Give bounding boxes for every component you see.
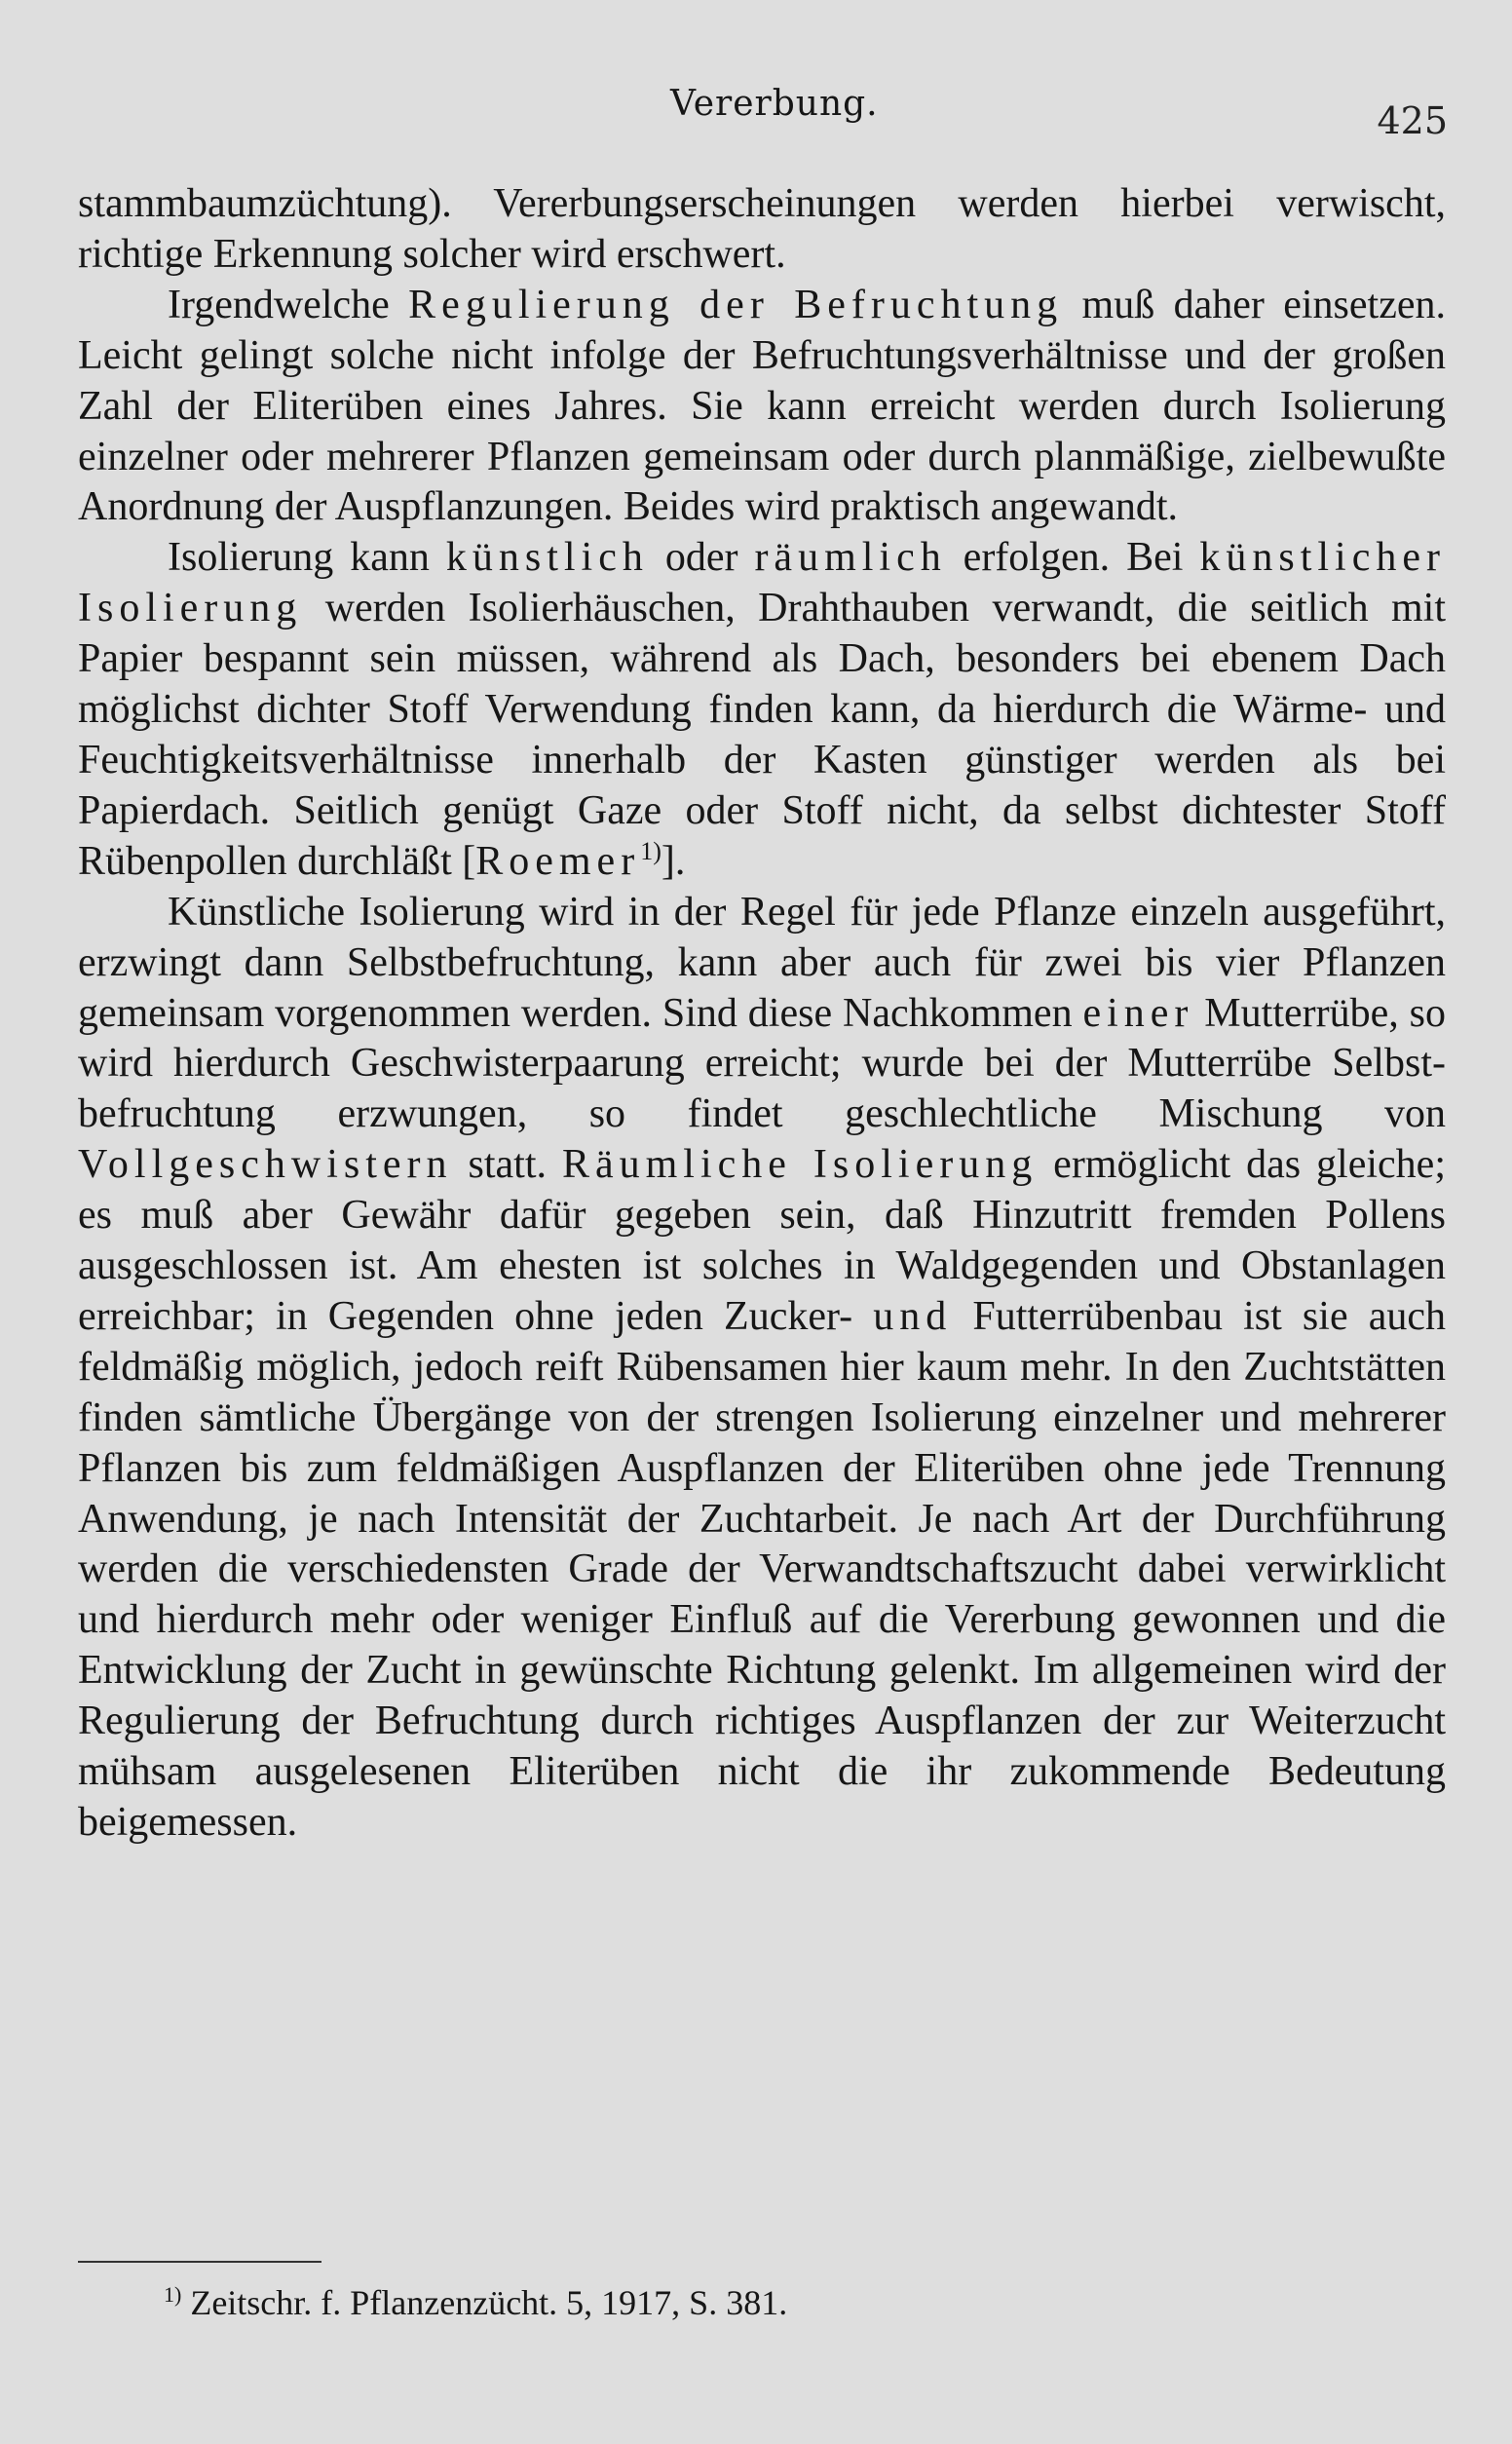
page-header — [0, 80, 1512, 142]
emphasis-kuenstliche-isolierung: künstlicher Isolierung — [78, 535, 1446, 631]
paragraph-3: Isolierung kann künstlich oder räumlich erfolgen. Bei künstlicher Isolierung werden Isolierhäuschen, Drahthauben verwandt, die seitlich mit Papier bespannt sein müssen, während als Dach, besonders bei ebenem Dach möglichst dichter Stoff Verwendung finden kann, da hierdurch die Wärme- und Feuchtigkeitsverhältnisse innerhalb der Kasten günstiger werden als bei Papierdach. Seitlich genügt Gaze oder Stoff nicht, da selbst dichtester Stoff Rübenpollen durchläßt [Roemer$^{1)}$]. — [78, 535, 1446, 884]
page-number: 425 — [1377, 99, 1448, 142]
paragraph-2: Irgendwelche Regulierung der Befruchtung muß daher einsetzen. Leicht gelingt solche nicht infolge der Befruchtungsverhältnisse und der großen Zahl der Eliterüben eines Jahres. Sie kann erreicht werden durch Isolierung einzelner oder mehrerer Pflanzen gemeinsam oder durch planmäßige, zielbewußte Anordnung der Auspflanzungen. Beides wird praktisch angewandt. — [78, 282, 1446, 530]
paragraph-4: Künstliche Isolierung wird in der Regel für jede Pflanze einzeln ausgeführt, erzwingt dann Selbstbefruchtung, kann aber auch für zwei bis vier Pflanzen gemeinsam vorgenommen werden. Sind diese Nachkommen einer Mutterrübe, so wird hierdurch Geschwisterpaarung erreicht; wurde bei der Mutterrübe Selbstbefruchtung erzwungen, so findet geschlechtliche Mischung von Vollgeschwistern statt. Räumliche Isolierung ermöglicht das gleiche; es muß aber Gewähr dafür gegeben sein, daß Hinzutritt fremden Pollens ausgeschlossen ist. Am ehesten ist solches in Waldgegenden und Obstanlagen erreichbar; in Gegenden ohne jeden Zucker- und Futterrübenbau ist sie auch feldmäßig möglich, jedoch reift Rübensamen hier kaum mehr. In den Zuchtstätten finden sämtliche Übergänge von der strengen Isolierung einzelner und mehrerer Pflanzen bis zum feldmäßigen Auspflanzen der Eliterüben ohne jede Trennung Anwendung, je nach Intensität der Zuchtarbeit. Je nach Art der Durchführung werden die verschiedensten Grade der Verwandtschaftszucht dabei verwirklicht und hierdurch mehr oder weniger Einfluß auf die Vererbung gewonnen und die Entwicklung der Zucht in gewünschte Richtung gelenkt. Im allgemeinen wird der Regulierung der Befruchtung durch richtiges Auspflanzen der zur Weiterzucht mühsam ausgelesenen Eliterüben nicht die ihr zukommende Bedeutung beigemessen. — [78, 889, 1446, 1845]
emphasis-raeumliche-isolierung: Räumliche Isolierung — [561, 1142, 1039, 1188]
footnote-reference[interactable]: 1) — [640, 836, 662, 865]
emphasis-und: und — [873, 1293, 953, 1339]
emphasis-vollgeschwistern: Vollgeschwistern — [78, 1142, 453, 1188]
footnote — [164, 2282, 787, 2323]
footnote-marker: 1) — [164, 2282, 182, 2307]
running-title: Vererbung. — [670, 84, 879, 124]
emphasis-raeumlich: räumlich — [754, 535, 947, 581]
footnote-divider — [78, 2261, 321, 2263]
emphasis-regulierung: Regulierung der Befruchtung — [408, 282, 1064, 327]
emphasis-einer: einer — [1082, 990, 1194, 1036]
paragraph-1: stammbaumzüchtung). Vererbungserscheinungen werden hierbei verwischt, richtige Erkennung solcher wird erschwert. — [78, 181, 1446, 277]
footnote-text: Zeitschr. f. Pflanzenzücht. 5, 1917, S. 381. — [181, 2283, 788, 2322]
body-text — [78, 179, 1446, 1849]
author-roemer: Roemer — [475, 838, 641, 884]
emphasis-kuenstlich: künstlich — [445, 535, 649, 581]
